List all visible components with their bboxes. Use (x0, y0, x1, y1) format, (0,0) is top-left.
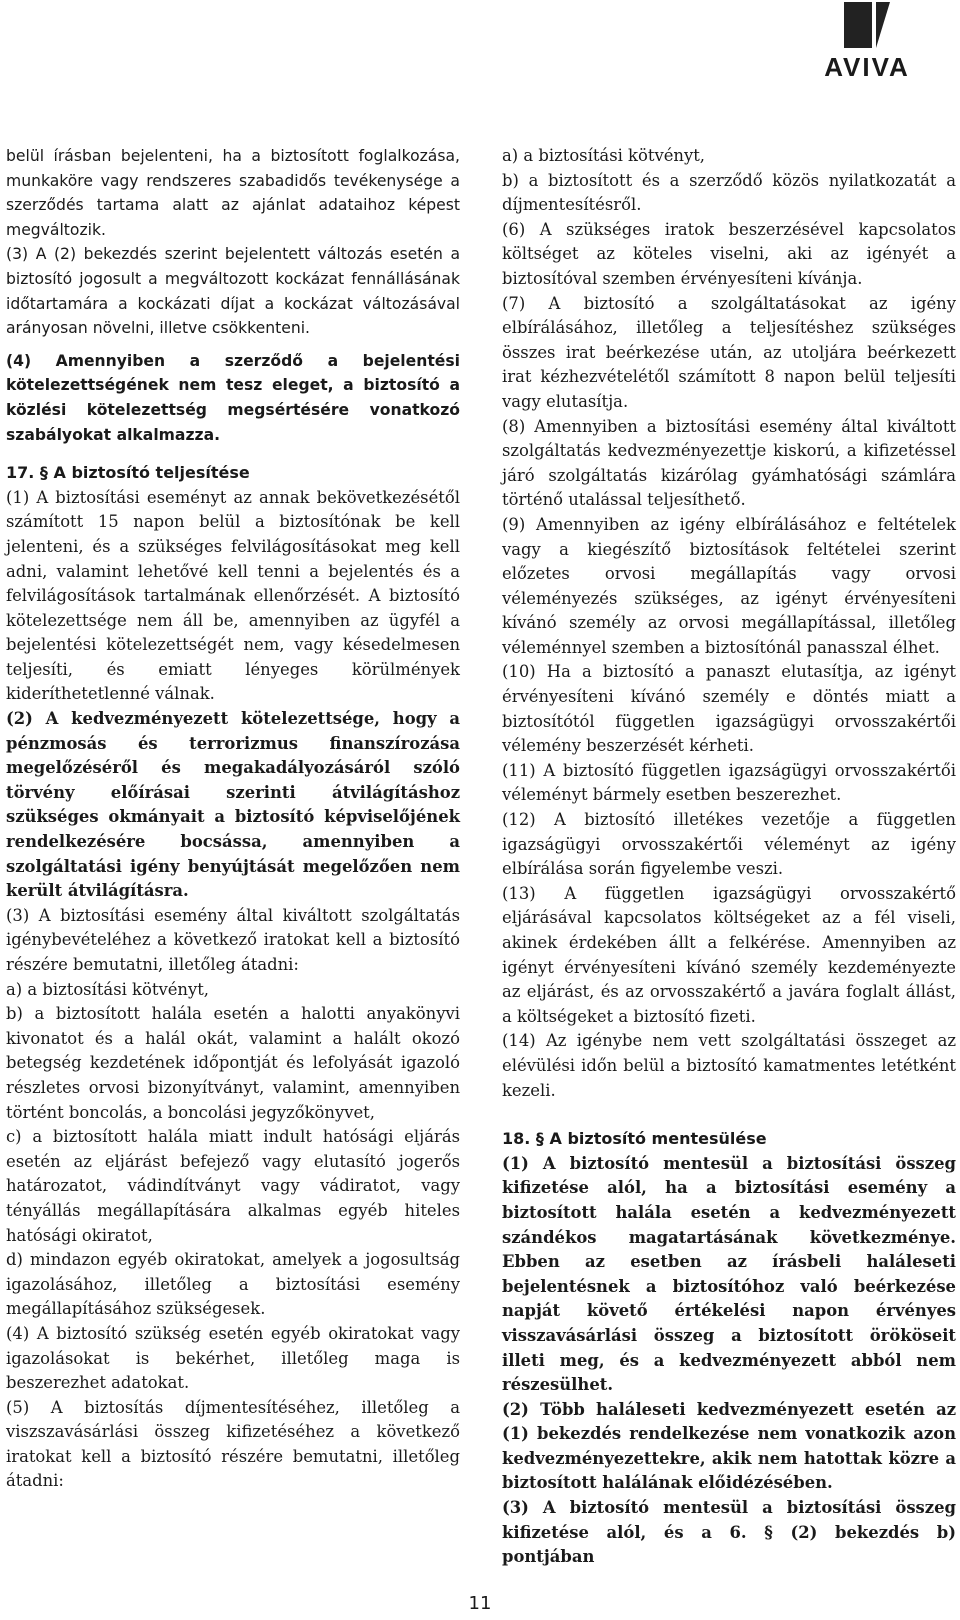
paragraph-17-2: (2) A kedvezményezett kötelezettsége, hogy a pénzmosás és terrorizmus finanszírozása megelőzéséről és megakadályozásáról szóló törvény előírásai szerinti átvilágításhoz szükséges okmányait a biztosító képviselőjének rendelkezésére bocsássa, amennyiben a szolgáltatási igény benyújtását megelőzően nem került átvilágításra. (6, 709, 460, 901)
paragraph-17-6: (6) A szükséges iratok beszerzésével kapcsolatos költséget az köteles viselni, aki az igényét a biztosítóval szemben érvényesíteni kívánja. (502, 219, 956, 288)
paragraph-17-5: (5) A biztosítás díjmentesítéséhez, illetőleg a viszszavásárlási összeg kifizetéséhez a következő iratokat kell a biztosító részére bemutatni, illetőleg átadni: (6, 1397, 460, 1491)
paragraph-16-3: (3) A (2) bekezdés szerint bejelentett változás esetén a biztosító jogosult a megváltozott kockázat fennállásának időtartamára a kockázati díjat a kockázat változásával arányosan növelni, illetve csökkenteni. (6, 245, 460, 338)
paragraph-18-2: (2) Több haláleseti kedvezményezett esetén az (1) bekezdés rendelkezése nem vonatkozik azon kedvezményezettekre, akik nem hatottak közre a biztosított halálának előidézésében. (502, 1399, 956, 1493)
paragraph-17-13: (13) A független igazságügyi orvosszakértő eljárásával kapcsolatos költségeket az a fél viseli, akinek érdekében állt a felkérése. Amennyiben az igényt érvényesíteni kívánó személy kezdeményezte az eljárást, és az orvosszakértő a javára foglalt állást, a költségeket a biztosító fizeti. (502, 883, 956, 1026)
paragraph-17-3: (3) A biztosítási esemény által kiváltott szolgáltatás igénybevételéhez a következő iratokat kell a biztosító részére bemutatni, illetőleg átadni: (6, 905, 460, 974)
paragraph-17-10: (10) Ha a biztosító a panaszt elutasítja, az igényt érvényesíteni kívánó személy e döntés miatt a biztosítótól független igazságügyi orvosszakértői vélemény beszerzését kérheti. (502, 662, 956, 756)
left-column (6, 144, 460, 1494)
section-18-heading: 18. § A biztosító mentesülése (502, 1129, 767, 1149)
paragraph-17-7: (7) A biztosító a szolgáltatásokat az igény elbírálásához, illetőleg a teljesítéshez szükséges összes irat beérkezése után, az utoljára beérkezett irat kézhezvételétől számított 8 napon belül teljesíti vagy elutasítja. (502, 293, 956, 411)
list-item-c: c) a biztosított halála miatt indult hatósági eljárás esetén az eljárást befejező vagy elutasító jogerős határozatot, vádindítványt vagy vádiratot, vagy tényállás megállapítására alkalmas egyéb hiteles hatósági okiratot, (6, 1127, 460, 1245)
paragraph-17-11: (11) A biztosító független igazságügyi orvosszakértői véleményt bármely esetben beszerezhet. (502, 760, 956, 805)
list-item-d: d) mindazon egyéb okiratokat, amelyek a jogosultság igazolásához, illetőleg a biztosítási esemény megállapításához szükségesek. (6, 1250, 460, 1319)
aviva-logo (812, 0, 922, 86)
paragraph-17-14: (14) Az igénybe nem vett szolgáltatási összeget az elévülési időn belül a biztosító kamatmentes letétként kezeli. (502, 1031, 956, 1100)
page-number: 11 (468, 1593, 492, 1614)
aviva-emblem-icon (842, 0, 892, 50)
list-item-b: b) a biztosított és a szerződő közös nyilatkozatát a díjmentesítésről. (502, 170, 956, 215)
paragraph-17-8: (8) Amennyiben a biztosítási esemény által kiváltott szolgáltatás kedvezményezettje kiskorú, a kifizetéssel járó szolgáltatás kizárólag gyámhatósági számlára történő utalással teljesíthető. (502, 416, 956, 510)
logo-text: AVIVA (824, 52, 910, 82)
paragraph-17-12: (12) A biztosító illetékes vezetője a független igazságügyi orvosszakértői véleményt az igény elbírálása során figyelembe veszi. (502, 810, 956, 879)
list-item-a: a) a biztosítási kötvényt, (6, 979, 210, 999)
right-column (502, 144, 956, 1570)
paragraph-18-1: (1) A biztosító mentesül a biztosítási összeg kifizetése alól, ha a biztosítási esemény a biztosított halála esetén a kedvezményezett szándékos magatartásának következménye. Ebben az esetben az írásbeli haláleseti bejelentésnek a biztosítóhoz való beérkezése napját követő értékelési napon érvényes visszavásárlási összeg a biztosított örököseit illeti meg, és a kedvezményezett abból nem részesülhet. (502, 1153, 956, 1395)
paragraph-17-1: (1) A biztosítási eseményt az annak bekövetkezésétől számított 15 napon belül a biztosítónak be kell jelenteni, és a szükséges felvilágosításokat meg kell adni, valamint lehetővé kell tenni a bejelentés és a felvilágosítások tartalmának ellenőrzését. A biztosító kötelezettsége nem áll be, amennyiben az ügyfél a bejelentési kötelezettségét nem, vagy késedelmesen teljesíti, és emiatt lényeges körülmények kideríthetetlenné válnak. (6, 487, 460, 704)
list-item-b: b) a biztosított halála esetén a halotti anyakönyvi kivonatot és a halál okát, valamint a halált okozó betegség kezdetének időpontját és lefolyását igazoló részletes orvosi bizonyítványt, valamint, amennyiben történt boncolás, a boncolási jegyzőkönyvet, (6, 1004, 460, 1122)
paragraph-17-9: (9) Amennyiben az igény elbírálásához e feltételek vagy a kiegészítő biztosítások feltételei szerint előzetes orvosi megállapítás vagy orvosi véleményezés szükséges, az igényt érvényesíteni kívánó személy az orvosi megállapítással, illetőleg véleménnyel szemben a biztosítónál panasszal élhet. (502, 514, 956, 657)
paragraph-17-4: (4) A biztosító szükség esetén egyéb okiratokat vagy igazolásokat is bekérhet, illetőleg maga is beszerezhet adatokat. (6, 1323, 460, 1393)
section-17-heading: 17. § A biztosító teljesítése (6, 463, 250, 483)
paragraph-16-4: (4) Amennyiben a szerződő a bejelentési kötelezettségének nem tesz eleget, a biztosító a közlési kötelezettség megsértésére vonatkozó szabályokat alkalmazza. (6, 351, 460, 444)
list-item-a: a) a biztosítási kötvényt, (502, 146, 706, 165)
paragraph-18-3: (3) A biztosító mentesül a biztosítási összeg kifizetése alól, és a 6. § (2) bekezdés b) pontjában (502, 1498, 956, 1567)
paragraph-continuation: belül írásban bejelenteni, ha a biztosított foglalkozása, munkaköre vagy rendszeres szabadidős tevékenysége a szerződés tartama alatt az ajánlat adataihoz képest megváltozik. (6, 147, 460, 239)
